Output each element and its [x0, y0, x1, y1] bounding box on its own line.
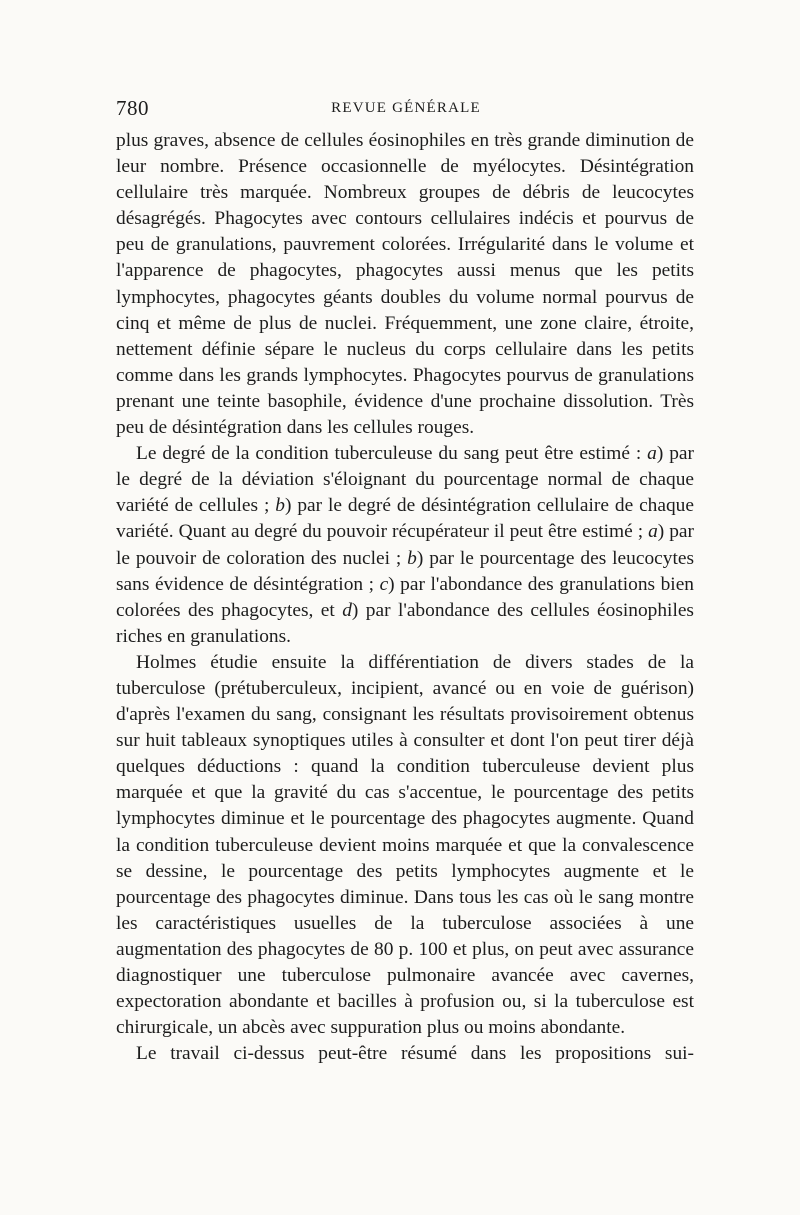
- paragraph-2-part-4: ) par le pouvoir de coloration des nuclei ;: [116, 521, 694, 569]
- item-marker-b-second: b: [407, 547, 417, 569]
- paragraph-1: plus graves, absence de cellules éosinophiles en très grande diminution de leur nombre. Présence occasionnelle de myélocytes. Désintégration cellulaire très marquée. Nombreux groupes de débris de leucocytes désagrégés. Phagocytes avec contours cellulaires indécis et pourvus de peu de granulations, pauvrement colorées. Irrégularité dans le volume et l'apparence de phagocytes, phagocytes aussi menus que les petits lymphocytes, phagocytes géants doubles du volume normal pourvus de cinq et même de plus de nuclei. Fréquemment, une zone claire, étroite, nettement définie sépare le nucleus du corps cellulaire dans les petits comme dans les grands lymphocytes. Phagocytes pourvus de granulations prenant une teinte basophile, évidence d'une prochaine dissolution. Très peu de désintégration dans les cellules rouges.: [116, 130, 694, 439]
- page-number: 780: [116, 96, 149, 120]
- body-text: [116, 128, 694, 1067]
- item-marker-a-second: a: [648, 521, 658, 543]
- item-marker-d: d: [342, 599, 352, 621]
- paragraph-3: Holmes étudie ensuite la différentiation de divers stades de la tuberculose (prétuberculeux, incipient, avancé ou en voie de guérison) d'après l'examen du sang, consignant les résultats provisoirement obtenus sur huit tableaux synoptiques utiles à consulter et dont l'on peut tirer déjà quelques déductions : quand la condition tuberculeuse devient plus marquée et que la gravité du cas s'accentue, le pourcentage des petits lymphocytes diminue et le pourcentage des phagocytes augmente. Quand la condition tuberculeuse devient moins marquée et que la convalescence se dessine, le pourcentage des petits lymphocytes augmente et le pourcentage des phagocytes diminue. Dans tous les cas où le sang montre les caractéristiques usuelles de la tuberculose associées à une augmentation des phagocytes de 80 p. 100 et plus, on peut avec assurance diagnostiquer une tuberculose pulmonaire avancée avec cavernes, expectoration abondante et bacilles à profusion ou, si la tuberculose est chirurgicale, un abcès avec suppuration plus ou moins abondante.: [116, 651, 694, 1039]
- paragraph-4: Le travail ci-dessus peut-être résumé dans les propositions sui-: [136, 1043, 694, 1065]
- item-marker-a: a: [647, 443, 657, 465]
- paragraph-2-part-2: ) par le degré de la déviation s'éloignant du pourcentage normal de chaque variété de cellules ;: [116, 443, 694, 517]
- paragraph-2-part-5: ) par le pourcentage des leucocytes sans évidence de désintégration ;: [116, 547, 694, 595]
- paragraph-2-part-1: Le degré de la condition tuberculeuse du sang peut être estimé :: [136, 443, 648, 465]
- paragraph-2-part-6: ) par l'abondance des granulations bien colorées des phagocytes, et: [116, 573, 694, 621]
- paragraph-2: [116, 441, 694, 650]
- paragraph-2-part-7: ) par l'abondance des cellules éosinophiles riches en granulations.: [116, 599, 694, 647]
- item-marker-b: b: [275, 495, 285, 517]
- item-marker-c: c: [379, 573, 389, 595]
- journal-title: REVUE GÉNÉRALE: [331, 100, 481, 116]
- paragraph-2-part-3: ) par le degré de désintégration cellulaire de chaque variété. Quant au degré du pouvoir récupérateur il peut être estimé ;: [116, 495, 694, 543]
- running-head: [116, 96, 696, 126]
